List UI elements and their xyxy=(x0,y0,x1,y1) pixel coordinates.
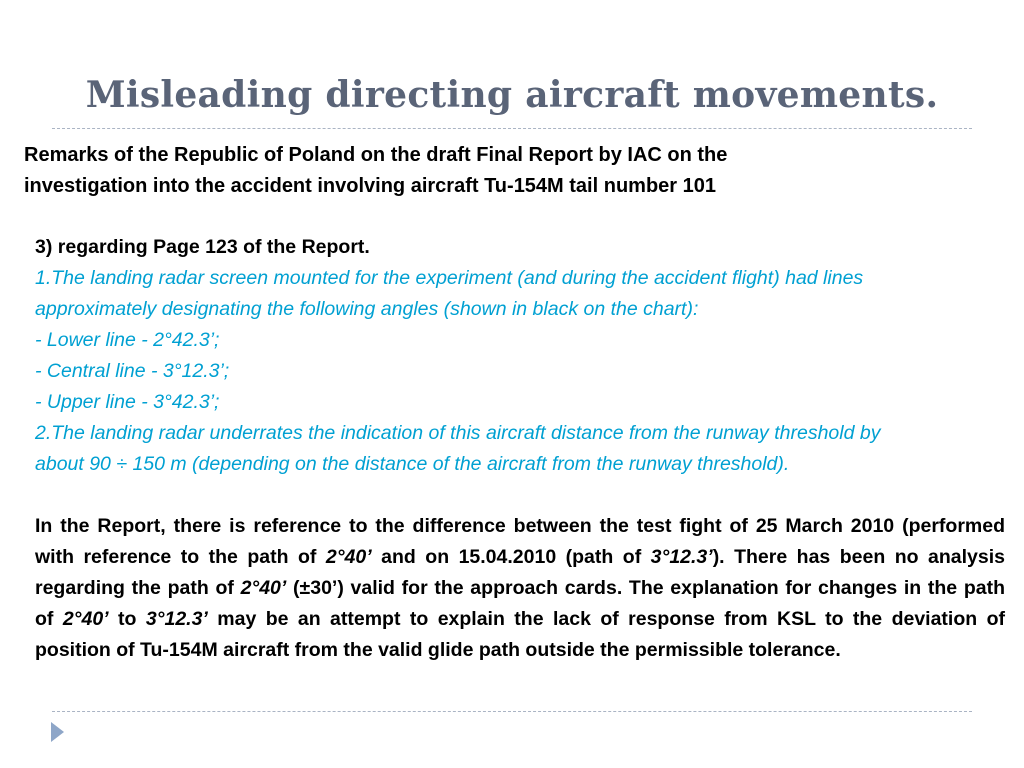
para-emph-4: 2°40’ xyxy=(62,608,109,630)
para-text-4: (±30’) valid for the approach cards. The explanation for changes in the path of xyxy=(35,577,1006,630)
blue-line-3: - Lower line - 2°42.3’; xyxy=(35,329,220,351)
subtitle-line-1: Remarks of the Republic of Poland on the draft Final Report by IAC on the xyxy=(24,144,728,166)
para-emph-2: 3°12.3’ xyxy=(650,546,713,568)
para-text-6: may be an attempt to explain the lack of response from KSL to the deviation of position of Tu-154M aircraft from the valid glide path outside the permissible tolerance. xyxy=(35,608,1005,661)
para-emph-5: 3°12.3’ xyxy=(145,608,208,630)
para-emph-1: 2°40’ xyxy=(325,546,372,568)
blue-line-1: 1.The landing radar screen mounted for the experiment (and during the accident flight) had lines xyxy=(35,267,864,289)
blue-line-4: - Central line - 3°12.3’; xyxy=(35,360,230,382)
subtitle xyxy=(24,140,984,202)
footer-divider xyxy=(52,711,972,712)
slide-title: Misleading directing aircraft movements. xyxy=(85,74,939,116)
body-paragraph xyxy=(35,511,1005,666)
para-text-1: In the Report, there is reference to the difference between the test fight of 25 March 2010 (performed with reference to the path of xyxy=(35,515,1005,568)
subtitle-line-2: investigation into the accident involving aircraft Tu-154M tail number 101 xyxy=(24,175,716,197)
content-body xyxy=(35,232,1005,666)
blue-line-5: - Upper line - 3°42.3’; xyxy=(35,391,220,413)
triangle-right-icon[interactable] xyxy=(51,722,64,742)
spacer xyxy=(35,480,1005,511)
para-text-5: to xyxy=(108,608,146,630)
section-heading: 3) regarding Page 123 of the Report. xyxy=(35,236,370,258)
para-text-3: ). There has been no analysis regarding the path of xyxy=(35,546,1005,599)
para-emph-3: 2°40’ xyxy=(240,577,287,599)
blue-line-6: 2.The landing radar underrates the indication of this aircraft distance from the runway threshold by xyxy=(35,422,881,444)
para-text-2: and on 15.04.2010 (path of xyxy=(371,546,651,568)
blue-line-2: approximately designating the following angles (shown in black on the chart): xyxy=(35,298,699,320)
blue-line-7: about 90 ÷ 150 m (depending on the distance of the aircraft from the runway threshold). xyxy=(35,453,790,475)
title-divider xyxy=(52,128,972,129)
